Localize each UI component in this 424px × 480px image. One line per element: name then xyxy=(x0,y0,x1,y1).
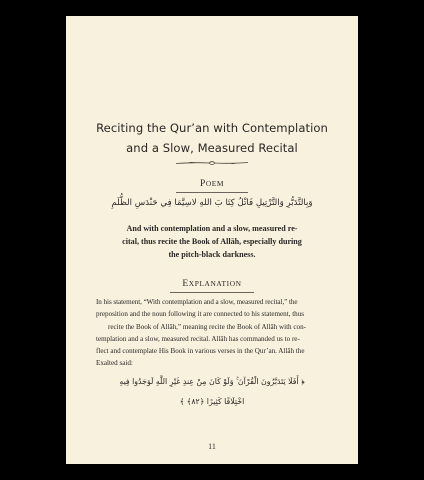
poem-translation-line-3: the pitch-black darkness. xyxy=(168,250,256,260)
quran-verse-line-2: اخْتِلَافًا كَثِيرًا ﴿٨٢﴾ ﴾ xyxy=(179,397,245,406)
explanation-heading-rule xyxy=(170,292,254,293)
explanation-heading: EXPLANATION xyxy=(182,279,242,289)
poem-heading-rule xyxy=(176,192,248,193)
chapter-title xyxy=(66,118,358,158)
chapter-title-line-1: Reciting the Qur’an with Contemplation xyxy=(96,121,328,135)
poem-arabic-verse: وَبِالتَّدَبُّرِ وَالتَّرْتِيلِ فَاتْلُ كِتَا بَ اللهِ لاسِيَّمَا فِي حَنْدَسِ الظُّلَمِ xyxy=(111,198,313,208)
page-number: 11 xyxy=(208,442,216,451)
flourish-ornament-icon xyxy=(175,158,249,168)
explanation-line-1: In his statement, “With contemplation and a slow, measured recital,” the xyxy=(96,298,298,306)
book-page xyxy=(66,16,358,464)
explanation-line-5: flect and contemplate His Book in various verses in the Qur’an. Allāh the xyxy=(96,347,305,356)
explanation-line-3: recite the Book of Allāh,” meaning recite the Book of Allāh with con- xyxy=(108,322,306,331)
chapter-title-line-2: and a Slow, Measured Recital xyxy=(126,141,298,155)
explanation-line-4: templation and a slow, measured recital. Allāh has commanded us to re- xyxy=(96,334,300,343)
poem-translation xyxy=(66,222,358,262)
explanation-paragraph xyxy=(96,296,332,370)
poem-translation-line-1: And with contemplation and a slow, measured re- xyxy=(126,224,298,233)
quran-verse-line-1: ﴿ أَفَلَا يَتَدَبَّرُونَ الْقُرْآنَ ۚ وَلَوْ كَانَ مِنْ عِندِ غَيْرِ اللَّهِ لَوَجَدُوا فِيهِ xyxy=(119,377,305,386)
explanation-line-6: Exalted said: xyxy=(96,359,133,368)
poem-heading: POEM xyxy=(199,179,225,189)
explanation-line-2: preposition and the noun following it are connected to his statement, thus xyxy=(96,310,305,319)
poem-translation-line-2: cital, thus recite the Book of Allāh, especially during xyxy=(122,237,302,247)
